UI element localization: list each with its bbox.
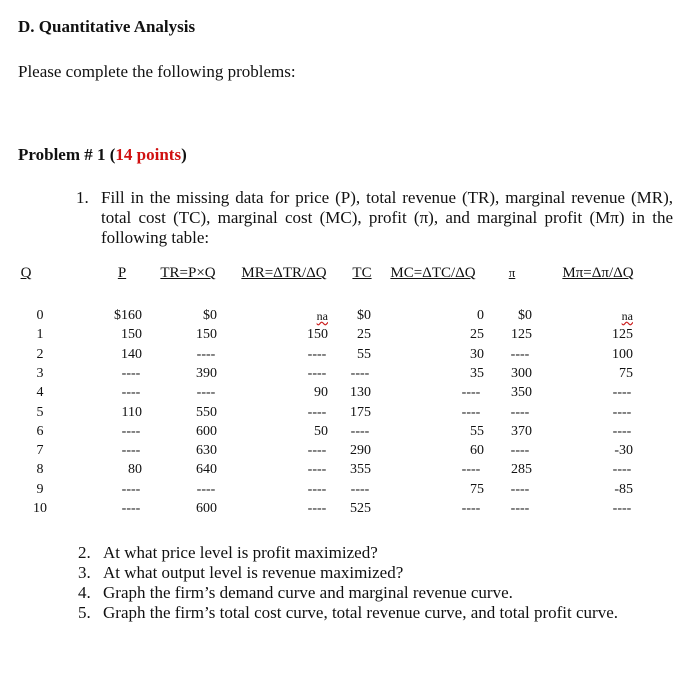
table-cell: 0 (36, 308, 44, 323)
table-cell: 80 (128, 462, 142, 478)
table-cell: ---- (121, 481, 141, 497)
question-number: 4. (78, 583, 91, 602)
table-cell: na (316, 309, 328, 323)
table-cell: 90 (314, 385, 328, 401)
table-cell: ---- (510, 443, 530, 459)
table-cell: ---- (461, 404, 481, 420)
table-cell: ---- (307, 404, 327, 420)
table-cell: 300 (511, 365, 532, 381)
question-item (78, 543, 618, 563)
table-cell: 9 (36, 481, 44, 497)
question-number: 5. (78, 603, 91, 622)
table-cell: $0 (518, 308, 532, 323)
question-list (78, 543, 618, 623)
table-cell: 10 (33, 501, 47, 516)
table-cell: 30 (470, 346, 484, 362)
question-text: At what price level is profit maximized? (103, 543, 378, 562)
question-number: 1. (76, 188, 89, 207)
table-cell: ---- (612, 423, 632, 439)
table-cell: 3 (36, 365, 44, 381)
table-cell: ---- (307, 365, 327, 381)
table-cell: 130 (350, 385, 371, 401)
question-item (78, 583, 618, 603)
table-cell: ---- (612, 501, 632, 516)
table-cell: ---- (461, 501, 481, 516)
question-text: Fill in the missing data for price (P), total revenue (TR), marginal revenue (MR), total cost (TC), marginal cost (MC), profit (π), and marginal profit (Mπ) in the following table: (101, 188, 673, 247)
intro-text: Please complete the following problems: (18, 62, 296, 81)
question-text: At what output level is revenue maximized? (103, 563, 404, 582)
table-cell: 150 (307, 327, 328, 343)
table-cell: 75 (470, 481, 484, 497)
table-cell: 175 (350, 404, 371, 420)
table-cell: 290 (350, 443, 371, 459)
table-header: TC (352, 265, 372, 281)
table-cell: 370 (511, 423, 532, 439)
problem-points: 14 points (115, 145, 182, 164)
table-cell: ---- (461, 385, 481, 401)
table-cell: ---- (612, 404, 632, 420)
table-cell: ---- (307, 443, 327, 459)
table-cell: ---- (196, 346, 216, 362)
table-cell: ---- (121, 365, 141, 381)
table-cell: na (621, 309, 633, 323)
table-cell: ---- (612, 385, 632, 401)
table-cell: 630 (196, 443, 217, 459)
question-item (78, 563, 618, 583)
table-cell: 5 (36, 404, 44, 420)
table-header: Mπ=Δπ/ΔQ (562, 265, 634, 281)
table-cell: 150 (121, 327, 142, 343)
table-cell: 55 (470, 423, 484, 439)
table-cell: $160 (114, 308, 142, 323)
table-cell: 55 (357, 346, 371, 362)
table-cell: ---- (350, 365, 370, 381)
table-header: π (508, 265, 516, 280)
table-header: P (117, 265, 127, 281)
table-cell: 600 (196, 423, 217, 439)
table-cell: 1 (36, 327, 44, 343)
question-text: Graph the firm’s total cost curve, total revenue curve, and total profit curve. (103, 603, 619, 622)
table-cell: 525 (350, 501, 371, 516)
table-cell: ---- (350, 481, 370, 497)
table-cell: 25 (470, 327, 484, 343)
table-cell: 4 (36, 385, 44, 401)
table-cell: 0 (477, 308, 484, 323)
table-cell: 350 (511, 385, 532, 401)
table-cell: 35 (470, 365, 484, 381)
table-cell: 550 (196, 404, 217, 420)
table-cell: 100 (612, 346, 633, 362)
table-header: Q (20, 265, 32, 281)
question-item (78, 603, 618, 623)
table-cell: 150 (196, 327, 217, 343)
table-cell: 2 (36, 346, 44, 362)
table-cell: 125 (511, 327, 532, 343)
question-text: Graph the firm’s demand curve and marginal revenue curve. (103, 583, 513, 602)
table-cell: ---- (307, 346, 327, 362)
table-cell: ---- (612, 462, 632, 478)
question-number: 2. (78, 543, 91, 562)
table-cell: ---- (510, 404, 530, 420)
table-header: MC=ΔTC/ΔQ (390, 265, 476, 281)
table-cell: ---- (196, 481, 216, 497)
table-cell: 640 (196, 462, 217, 478)
table-cell: 140 (121, 346, 142, 362)
table-cell: ---- (461, 462, 481, 478)
table-cell: 285 (511, 462, 532, 478)
table-cell: ---- (121, 443, 141, 459)
table-cell: ---- (121, 501, 141, 516)
table-cell: 390 (196, 365, 217, 381)
table-cell: 110 (121, 404, 142, 420)
table-cell: 25 (357, 327, 371, 343)
problem-close: ) (181, 145, 187, 164)
table-cell: ---- (510, 501, 530, 516)
problem-heading (18, 145, 187, 165)
table-cell: ---- (350, 423, 370, 439)
table-header: MR=ΔTR/ΔQ (241, 265, 327, 281)
table-cell: $0 (357, 308, 371, 323)
table-cell: ---- (121, 385, 141, 401)
table-cell: ---- (510, 346, 530, 362)
table-cell: ---- (121, 423, 141, 439)
table-cell: ---- (510, 481, 530, 497)
question-number: 3. (78, 563, 91, 582)
table-cell: 60 (470, 443, 484, 459)
table-cell: -30 (614, 443, 633, 459)
table-cell: 600 (196, 501, 217, 516)
table-cell: -85 (614, 481, 633, 497)
table-cell: ---- (196, 385, 216, 401)
table-cell: 50 (314, 423, 328, 439)
section-title: D. Quantitative Analysis (18, 17, 196, 36)
table-cell: 125 (612, 327, 633, 343)
table-cell: 8 (36, 462, 44, 478)
problem-label: Problem # 1 ( (18, 145, 116, 164)
table-header: TR=P×Q (160, 265, 216, 281)
table-cell: 75 (619, 365, 633, 381)
table-cell: ---- (307, 481, 327, 497)
table-cell: 7 (36, 443, 44, 459)
table-cell: ---- (307, 501, 327, 516)
table-cell: $0 (203, 308, 217, 323)
table-cell: 355 (350, 462, 371, 478)
table-cell: ---- (307, 462, 327, 478)
table-cell: 6 (36, 423, 44, 439)
